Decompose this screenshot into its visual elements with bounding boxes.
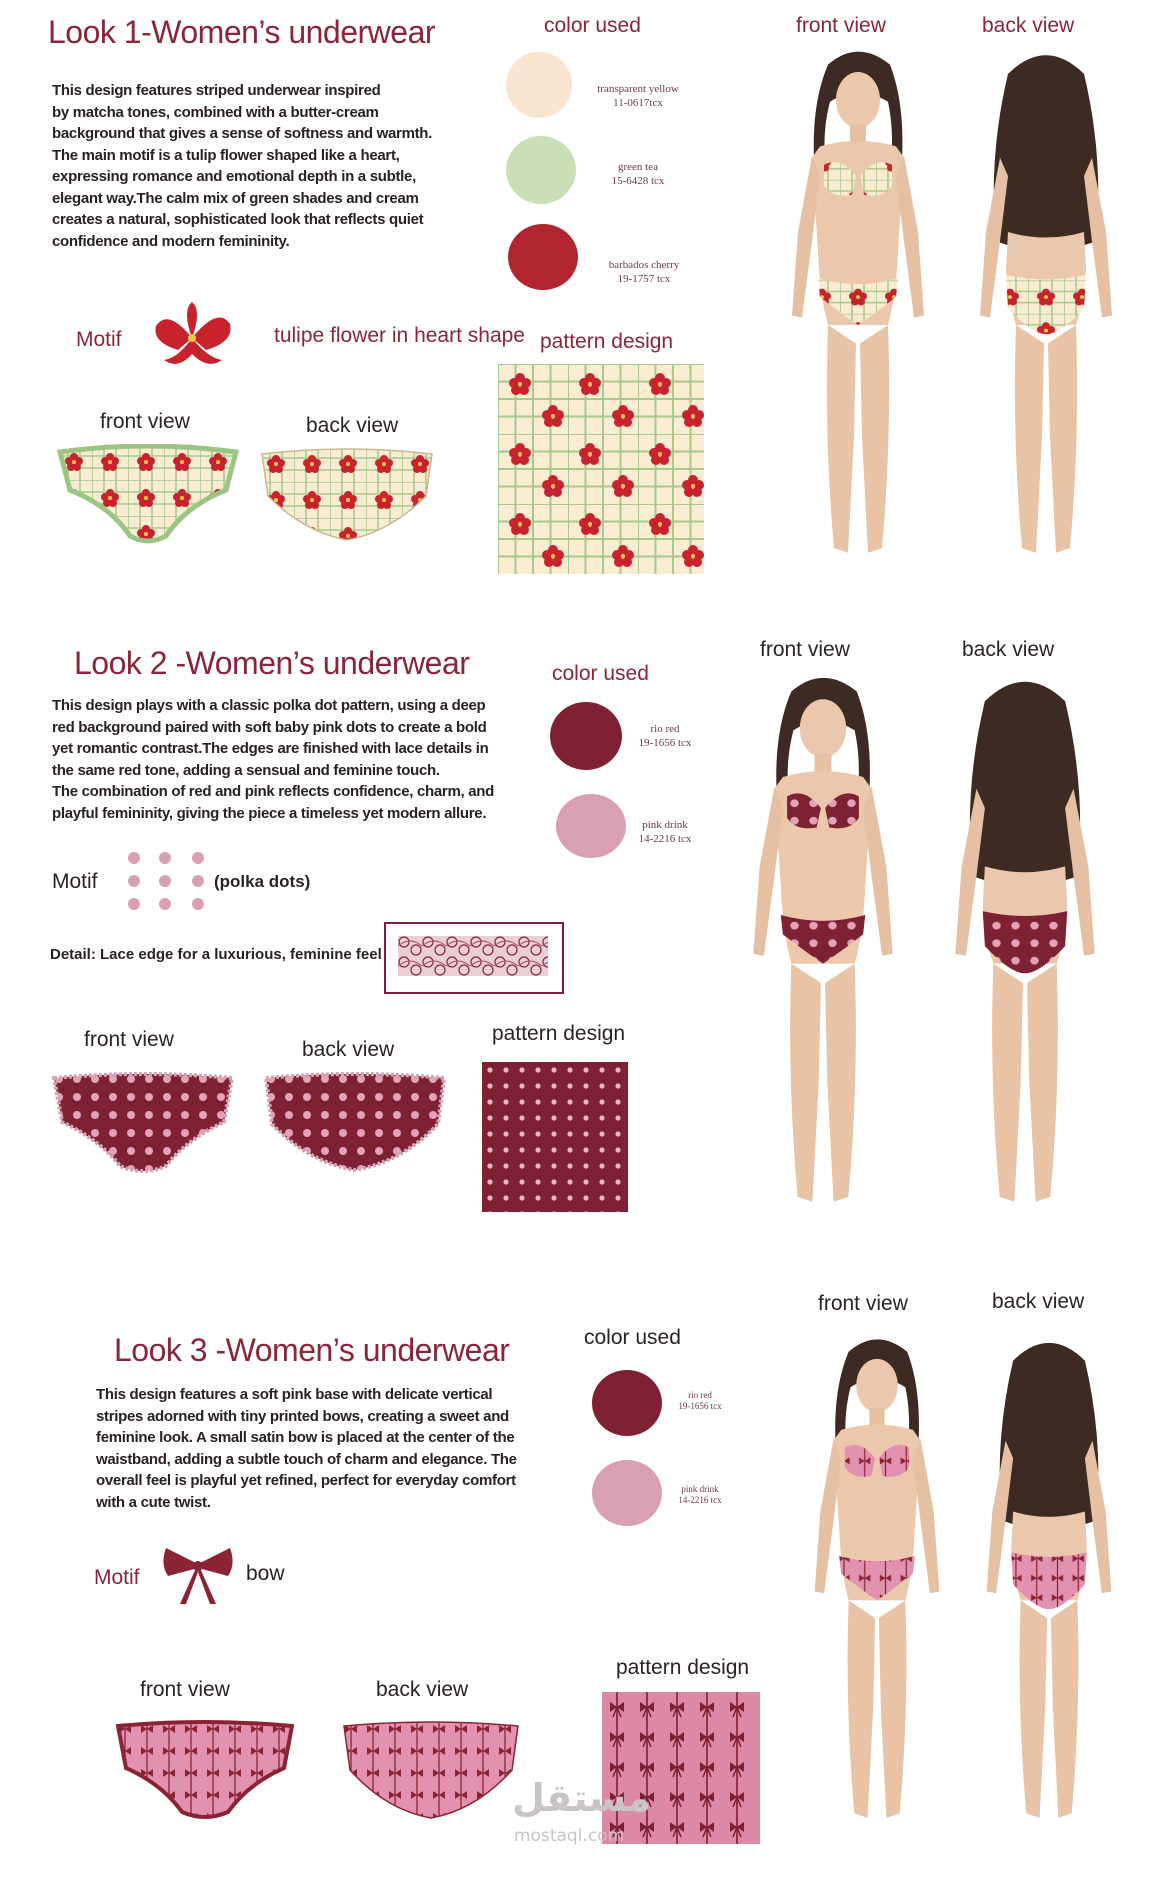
watermark-latin: mostaql.com	[514, 1826, 625, 1846]
tulip-heart-motif-icon	[148, 298, 236, 370]
look1-model-back-label: back view	[982, 14, 1075, 37]
look2-model-back-figure	[930, 672, 1120, 1226]
look1-motif-caption: tulipe flower in heart shape	[274, 324, 525, 347]
look2-model-front-figure	[728, 672, 918, 1226]
look2-title: Look 2 -Women’s underwear	[74, 645, 470, 681]
swatch-green-tea	[506, 136, 576, 204]
swatch-label-pink-drink: pink drink 14-2216 tcx	[638, 819, 692, 845]
look3-model-back-figure	[964, 1334, 1134, 1840]
look1-model-back-figure	[956, 46, 1136, 576]
look2-motif-caption: (polka dots)	[214, 872, 311, 891]
look2-model-back-label: back view	[962, 638, 1055, 661]
look3-pattern-swatch	[602, 1692, 760, 1844]
look1-model-front-figure	[768, 46, 948, 576]
look1-pattern-swatch	[498, 364, 704, 574]
look1-pattern-label: pattern design	[540, 330, 674, 353]
look1-description: This design features striped underwear inspired by matcha tones, combined with a butter-cream background that gives a sense of softness and warmth. The main motif is a tulip flower shaped like a heart, expressing romance and emotional depth in a subtle, elegant way.The calm mix of green shades and cream creates a natural, sophisticated look that reflects quiet confidence and modern femininity.	[52, 82, 433, 250]
look1-flat-front-garment	[56, 444, 240, 546]
lace-swatch	[398, 936, 548, 976]
swatch-label-pink-drink-look3: pink drink 14-2216 tcx	[678, 1484, 722, 1505]
swatch-label-green-tea: green tea 15-6428 tcx	[611, 161, 665, 187]
look2-flat-back-label: back view	[302, 1038, 395, 1061]
look2-lace-detail-box	[384, 922, 564, 994]
look2-pattern-swatch	[482, 1062, 628, 1212]
look3-motif-label: Motif	[94, 1566, 140, 1589]
look3-flat-back-label: back view	[376, 1678, 469, 1701]
look2-flat-front-garment	[50, 1070, 236, 1176]
polka-dots-motif-icon	[122, 846, 214, 916]
look3-flat-back-garment	[340, 1718, 522, 1824]
swatch-label-barbados-cherry: barbados cherry 19-1757 tcx	[608, 259, 680, 285]
look3-description: This design features a soft pink base with delicate vertical stripes adorned with tiny printed bows, creating a sweet and feminine look. A small satin bow is placed at the center of the waistband, adding a subtle touch of charm and elegance. The overall feel is playful yet refined, perfect for everyday comfort with a cute twist.	[96, 1386, 517, 1511]
swatch-pink-drink	[556, 794, 626, 858]
look3-flat-front-garment	[114, 1718, 296, 1822]
swatch-label-transparent-yellow: transparent yellow 11-0617tcx	[597, 83, 679, 109]
look2-model-front-label: front view	[760, 638, 850, 661]
look2-description: This design plays with a classic polka dot pattern, using a deep red background paired with soft baby pink dots to create a bold yet romantic contrast.The edges are finished with lace details in the same red tone, adding a sensual and feminine touch. The combination of red and pink reflects confidence, charm, and playful femininity, giving the piece a timeless yet modern allure.	[52, 697, 495, 822]
look1-flat-back-label: back view	[306, 414, 399, 437]
look3-motif-caption: bow	[246, 1562, 285, 1585]
look2-motif-label: Motif	[52, 870, 98, 893]
swatch-pink-drink-look3	[592, 1460, 662, 1526]
look1-title: Look 1-Women’s underwear	[48, 14, 436, 50]
look1-flat-front-label: front view	[100, 410, 190, 433]
swatch-rio-red-look3	[592, 1370, 662, 1436]
bow-motif-icon	[160, 1542, 236, 1608]
look3-title: Look 3 -Women’s underwear	[114, 1332, 510, 1368]
look1-motif-label: Motif	[76, 328, 122, 351]
look3-model-front-figure	[792, 1334, 962, 1840]
look3-pattern-label: pattern design	[616, 1656, 750, 1679]
swatch-barbados-cherry	[508, 224, 578, 290]
look2-flat-back-garment	[262, 1070, 448, 1178]
look3-model-front-label: front view	[818, 1292, 908, 1315]
look2-flat-front-label: front view	[84, 1028, 174, 1051]
look2-detail-text: Detail: Lace edge for a luxurious, feminine feel	[50, 946, 382, 963]
look2-pattern-label: pattern design	[492, 1022, 626, 1045]
swatch-label-rio-red: rio red 19-1656 tcx	[638, 723, 692, 749]
look1-model-front-label: front view	[796, 14, 886, 37]
look3-color-used-label: color used	[584, 1326, 681, 1349]
look2-color-used-label: color used	[552, 662, 649, 685]
look1-flat-back-garment	[258, 446, 436, 546]
look3-model-back-label: back view	[992, 1290, 1085, 1313]
swatch-transparent-yellow	[506, 52, 572, 118]
look1-color-used-label: color used	[544, 14, 641, 37]
swatch-rio-red	[550, 702, 622, 770]
watermark-arabic: مستقل	[512, 1776, 651, 1820]
look3-flat-front-label: front view	[140, 1678, 230, 1701]
swatch-label-rio-red-look3: rio red 19-1656 tcx	[678, 1390, 722, 1411]
